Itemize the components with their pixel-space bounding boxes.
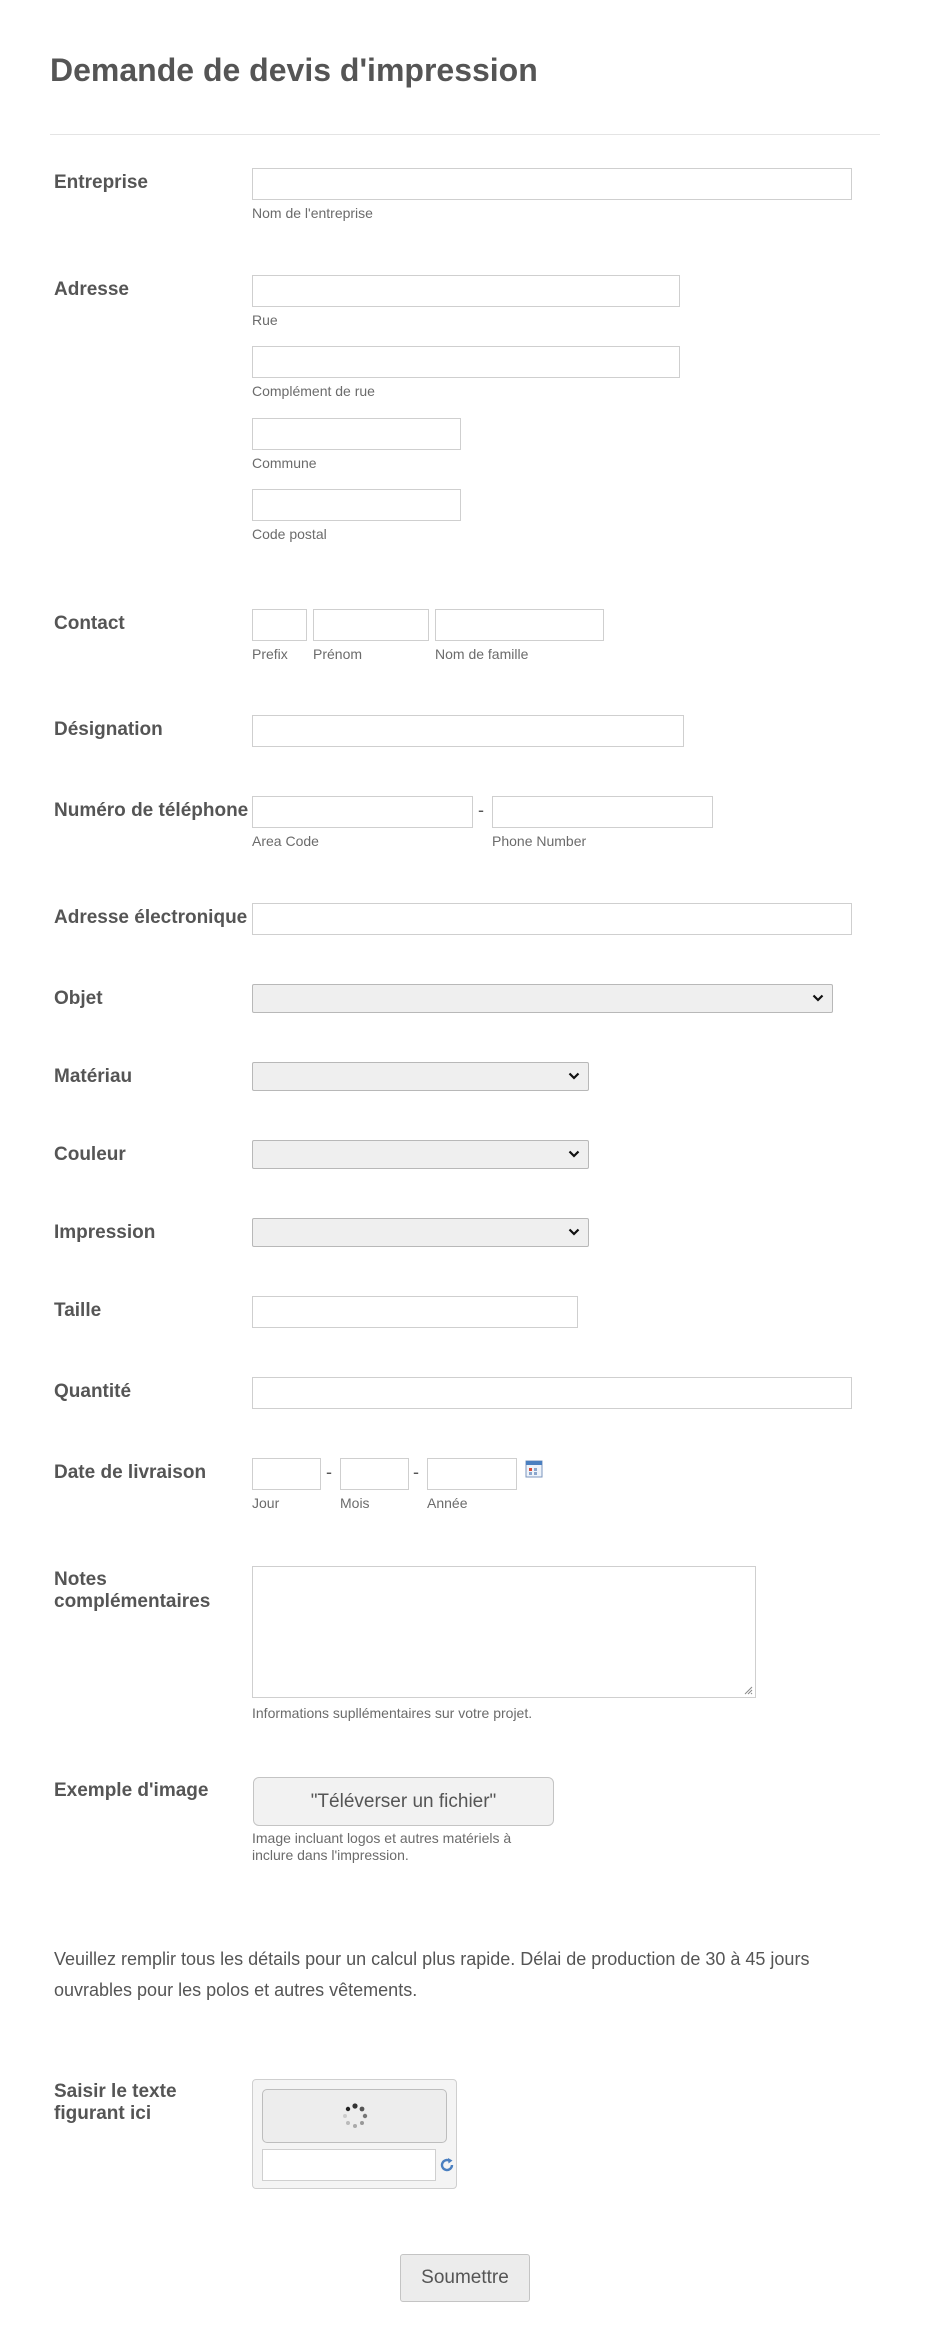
designation-input[interactable] — [252, 715, 684, 747]
label-captcha-line2: figurant ici — [54, 2103, 152, 2124]
date-separator-2: - — [413, 1462, 419, 1482]
label-captcha-line1: Saisir le texte — [54, 2081, 177, 2102]
label-couleur: Couleur — [54, 1144, 126, 1165]
street-input[interactable] — [252, 275, 680, 307]
notice-line2: ouvrables pour les polos et autres vêtements. — [54, 1980, 418, 2000]
sublabel-jour: Jour — [252, 1495, 280, 1511]
label-adresse: Adresse — [54, 279, 129, 300]
submit-button[interactable]: Soumettre — [400, 2254, 530, 2302]
sublabel-mois: Mois — [340, 1495, 370, 1511]
label-entreprise: Entreprise — [54, 172, 148, 193]
label-objet: Objet — [54, 988, 103, 1009]
couleur-select[interactable] — [252, 1140, 589, 1169]
day-input[interactable] — [252, 1458, 321, 1490]
label-materiau: Matériau — [54, 1066, 133, 1087]
label-notes-line1: Notes — [54, 1569, 107, 1590]
calendar-icon[interactable] — [525, 1460, 543, 1478]
notice-line1: Veuillez remplir tous les détails pour un calcul plus rapide. Délai de production de 30 à 45 jours — [54, 1949, 810, 1969]
objet-select[interactable] — [252, 984, 833, 1013]
sublabel-entreprise: Nom de l'entreprise — [252, 205, 373, 221]
first-name-input[interactable] — [313, 609, 429, 641]
quantite-input[interactable] — [252, 1377, 852, 1409]
sublabel-complement: Complément de rue — [252, 383, 375, 399]
month-input[interactable] — [340, 1458, 409, 1490]
label-telephone: Numéro de téléphone — [54, 800, 249, 821]
sublabel-image-line2: inclure dans l'impression. — [252, 1847, 409, 1863]
sublabel-nom: Nom de famille — [435, 646, 529, 662]
title-divider — [50, 134, 880, 135]
street-line2-input[interactable] — [252, 346, 680, 378]
label-notes-line2: complémentaires — [54, 1591, 211, 1612]
postal-code-input[interactable] — [252, 489, 461, 521]
label-quantite: Quantité — [54, 1381, 132, 1402]
label-designation: Désignation — [54, 719, 163, 740]
sublabel-code-postal: Code postal — [252, 526, 327, 542]
loading-spinner-icon — [341, 2102, 369, 2130]
sublabel-prenom: Prénom — [313, 646, 363, 662]
page-title: Demande de devis d'impression — [50, 52, 538, 88]
impression-select[interactable] — [252, 1218, 589, 1247]
label-email: Adresse électronique — [54, 907, 248, 928]
chevron-down-icon — [568, 1070, 580, 1082]
sublabel-notes: Informations supllémentaires sur votre projet. — [252, 1705, 533, 1721]
date-separator-1: - — [326, 1462, 332, 1482]
chevron-down-icon — [568, 1148, 580, 1160]
email-input[interactable] — [252, 903, 852, 935]
upload-file-button[interactable]: "Téléverser un fichier" — [253, 1777, 554, 1826]
last-name-input[interactable] — [435, 609, 604, 641]
entreprise-input[interactable] — [252, 168, 852, 200]
sublabel-rue: Rue — [252, 312, 278, 328]
captcha-input[interactable] — [262, 2149, 436, 2181]
sublabel-phone-number: Phone Number — [492, 833, 587, 849]
prefix-input[interactable] — [252, 609, 307, 641]
sublabel-prefix: Prefix — [252, 646, 288, 662]
refresh-icon[interactable] — [439, 2157, 455, 2173]
sublabel-image — [252, 1830, 511, 1864]
label-contact: Contact — [54, 613, 125, 634]
label-taille: Taille — [54, 1300, 102, 1321]
phone-separator: - — [478, 800, 484, 820]
label-captcha — [54, 2081, 177, 2125]
resize-grip-icon[interactable] — [743, 1685, 753, 1695]
chevron-down-icon — [568, 1226, 580, 1238]
year-input[interactable] — [427, 1458, 517, 1490]
sublabel-area-code: Area Code — [252, 833, 319, 849]
materiau-select[interactable] — [252, 1062, 589, 1091]
sublabel-image-line1: Image incluant logos et autres matériels à — [252, 1830, 512, 1846]
label-date-livraison: Date de livraison — [54, 1462, 207, 1483]
phone-number-input[interactable] — [492, 796, 713, 828]
captcha-image — [262, 2089, 447, 2143]
chevron-down-icon — [812, 992, 824, 1004]
label-impression: Impression — [54, 1222, 156, 1243]
city-input[interactable] — [252, 418, 461, 450]
sublabel-commune: Commune — [252, 455, 317, 471]
captcha-box — [252, 2079, 457, 2189]
notice-text — [54, 1944, 884, 2006]
taille-input[interactable] — [252, 1296, 578, 1328]
label-notes — [54, 1569, 210, 1613]
label-image: Exemple d'image — [54, 1780, 209, 1801]
area-code-input[interactable] — [252, 796, 473, 828]
sublabel-annee: Année — [427, 1495, 468, 1511]
notes-textarea[interactable] — [252, 1566, 756, 1698]
